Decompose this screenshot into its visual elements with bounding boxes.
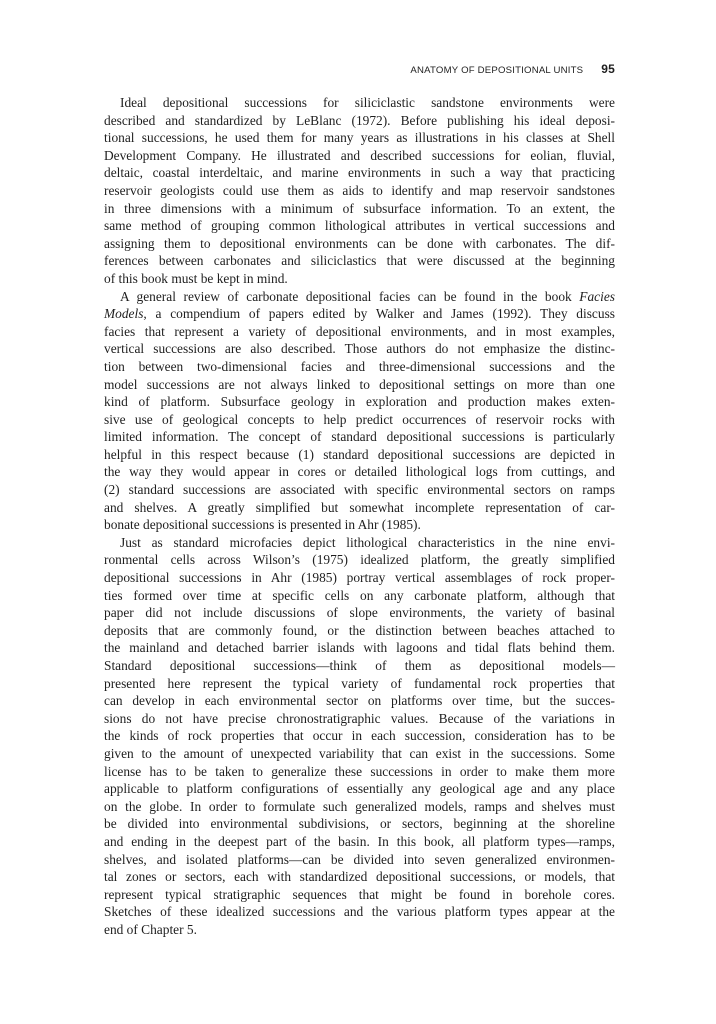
text-line: the kinds of rock properties that occur in each succession, consideration has to be — [104, 728, 615, 744]
text-line: Development Company. He illustrated and described successions for eolian, fluvial, — [104, 147, 615, 163]
body-text — [104, 94, 615, 939]
text-line: Standard depositional successions—think of them as depositional models— — [104, 658, 615, 673]
text-line: vertical successions are also described. Those authors do not emphasize the distinc- — [104, 341, 615, 357]
text-line: tion between two-dimensional facies and three-dimensional successions and the — [104, 358, 615, 374]
text-line: depositional successions in Ahr (1985) portray vertical assemblages of rock proper- — [104, 570, 615, 586]
text-line: ronmental cells across Wilson’s (1975) idealized platform, the greatly simplified — [104, 552, 615, 568]
text-line: (2) standard successions are associated with specific environmental sectors on ramps — [104, 482, 615, 498]
text-line: sions do not have precise chronostratigraphic values. Because of the variations in — [104, 710, 615, 726]
text-line: reservoir geologists could use them as aids to identify and map reservoir sandstones — [104, 182, 615, 198]
text-line: deltaic, coastal interdeltaic, and marine environments in such a way that practicing — [104, 165, 615, 181]
text-line: applicable to platform configurations of essentially any geological age and any place — [104, 781, 615, 797]
running-title: ANATOMY OF DEPOSITIONAL UNITS — [410, 65, 584, 76]
text-line: bonate depositional successions is presented in Ahr (1985). — [104, 517, 421, 533]
text-line: kind of platform. Subsurface geology in exploration and production makes exten- — [104, 394, 615, 410]
paragraph-leblanc — [104, 94, 615, 288]
text-line: presented here represent the typical variety of fundamental rock properties that — [104, 675, 615, 691]
text-line: the mainland and detached barrier islands with lagoons and tidal flats behind them. — [104, 640, 615, 656]
text-line: Sketches of these idealized successions and the various platform types appear at the — [104, 904, 615, 920]
text-line: model successions are not always linked to depositional settings on more than one — [104, 376, 615, 392]
running-head — [104, 62, 615, 78]
text-line: helpful in this respect because (1) standard depositional successions are depicted in — [104, 446, 615, 462]
text-line: the way they would appear in cores or detailed lithological logs from cuttings, and — [104, 464, 615, 480]
text-line: given to the amount of unexpected variability that can exist in the successions. Some — [104, 745, 615, 761]
text-line: end of Chapter 5. — [104, 921, 197, 937]
text-line: paper did not include discussions of slope environments, the variety of basinal — [104, 605, 615, 621]
paragraph-facies-models — [104, 288, 615, 534]
text-line: can develop in each environmental sector on platforms over time, but the succes- — [104, 693, 615, 709]
text-line: Ideal depositional successions for siliciclastic sandstone environments were — [120, 95, 615, 110]
text-line: ties formed over time at specific cells on any carbonate platform, although that — [104, 587, 615, 603]
text-line: tal zones or sectors, each with standardized depositional successions, or models, that — [104, 869, 615, 885]
text-line: ferences between carbonates and siliciclastics that were discussed at the beginning — [104, 253, 615, 269]
text-line: represent typical stratigraphic sequences that might be found in borehole cores. — [104, 886, 615, 902]
text-line: described and standardized by LeBlanc (1972). Before publishing his ideal deposi- — [104, 112, 615, 128]
text-line: and ending in the deepest part of the basin. In this book, all platform types—ramps, — [104, 833, 615, 849]
text-line: facies that represent a variety of depositional environments, and in most examples, — [104, 323, 615, 339]
text-line: license has to be taken to generalize these successions in order to make them more — [104, 763, 615, 779]
text-line: limited information. The concept of standard depositional successions is particularly — [104, 429, 615, 445]
text-line: of this book must be kept in mind. — [104, 270, 288, 286]
text-line: deposits that are commonly found, or the distinction between beaches attached to — [104, 622, 615, 638]
text-line: Just as standard microfacies depict lithological characteristics in the nine envi- — [120, 534, 615, 550]
text-line: on the globe. In order to formulate such generalized models, ramps and shelves must — [104, 798, 615, 814]
paragraph-standard-successions — [104, 534, 615, 939]
text-line: assigning them to depositional environments can be done with carbonates. The dif- — [104, 235, 615, 251]
text-line: A general review of carbonate depositional facies can be found in the book Facies — [120, 288, 615, 304]
text-line: in three dimensions with a minimum of subsurface information. To an extent, the — [104, 200, 615, 216]
text-line: tional successions, he used them for many years as illustrations in his classes at Shell — [104, 130, 615, 146]
page-number: 95 — [601, 62, 615, 76]
text-line: shelves, and isolated platforms—can be divided into seven generalized environmen- — [104, 851, 615, 867]
text-line: Models, a compendium of papers edited by Walker and James (1992). They discuss — [104, 306, 615, 322]
text-line: and shelves. A greatly simplified but somewhat incomplete representation of car- — [104, 499, 615, 515]
text-line: same method of grouping common lithological attributes in vertical successions and — [104, 218, 615, 234]
text-line: be divided into environmental subdivisions, or sectors, beginning at the shoreline — [104, 816, 615, 832]
text-line: sive use of geological concepts to help predict occurrences of reservoir rocks with — [104, 411, 615, 427]
